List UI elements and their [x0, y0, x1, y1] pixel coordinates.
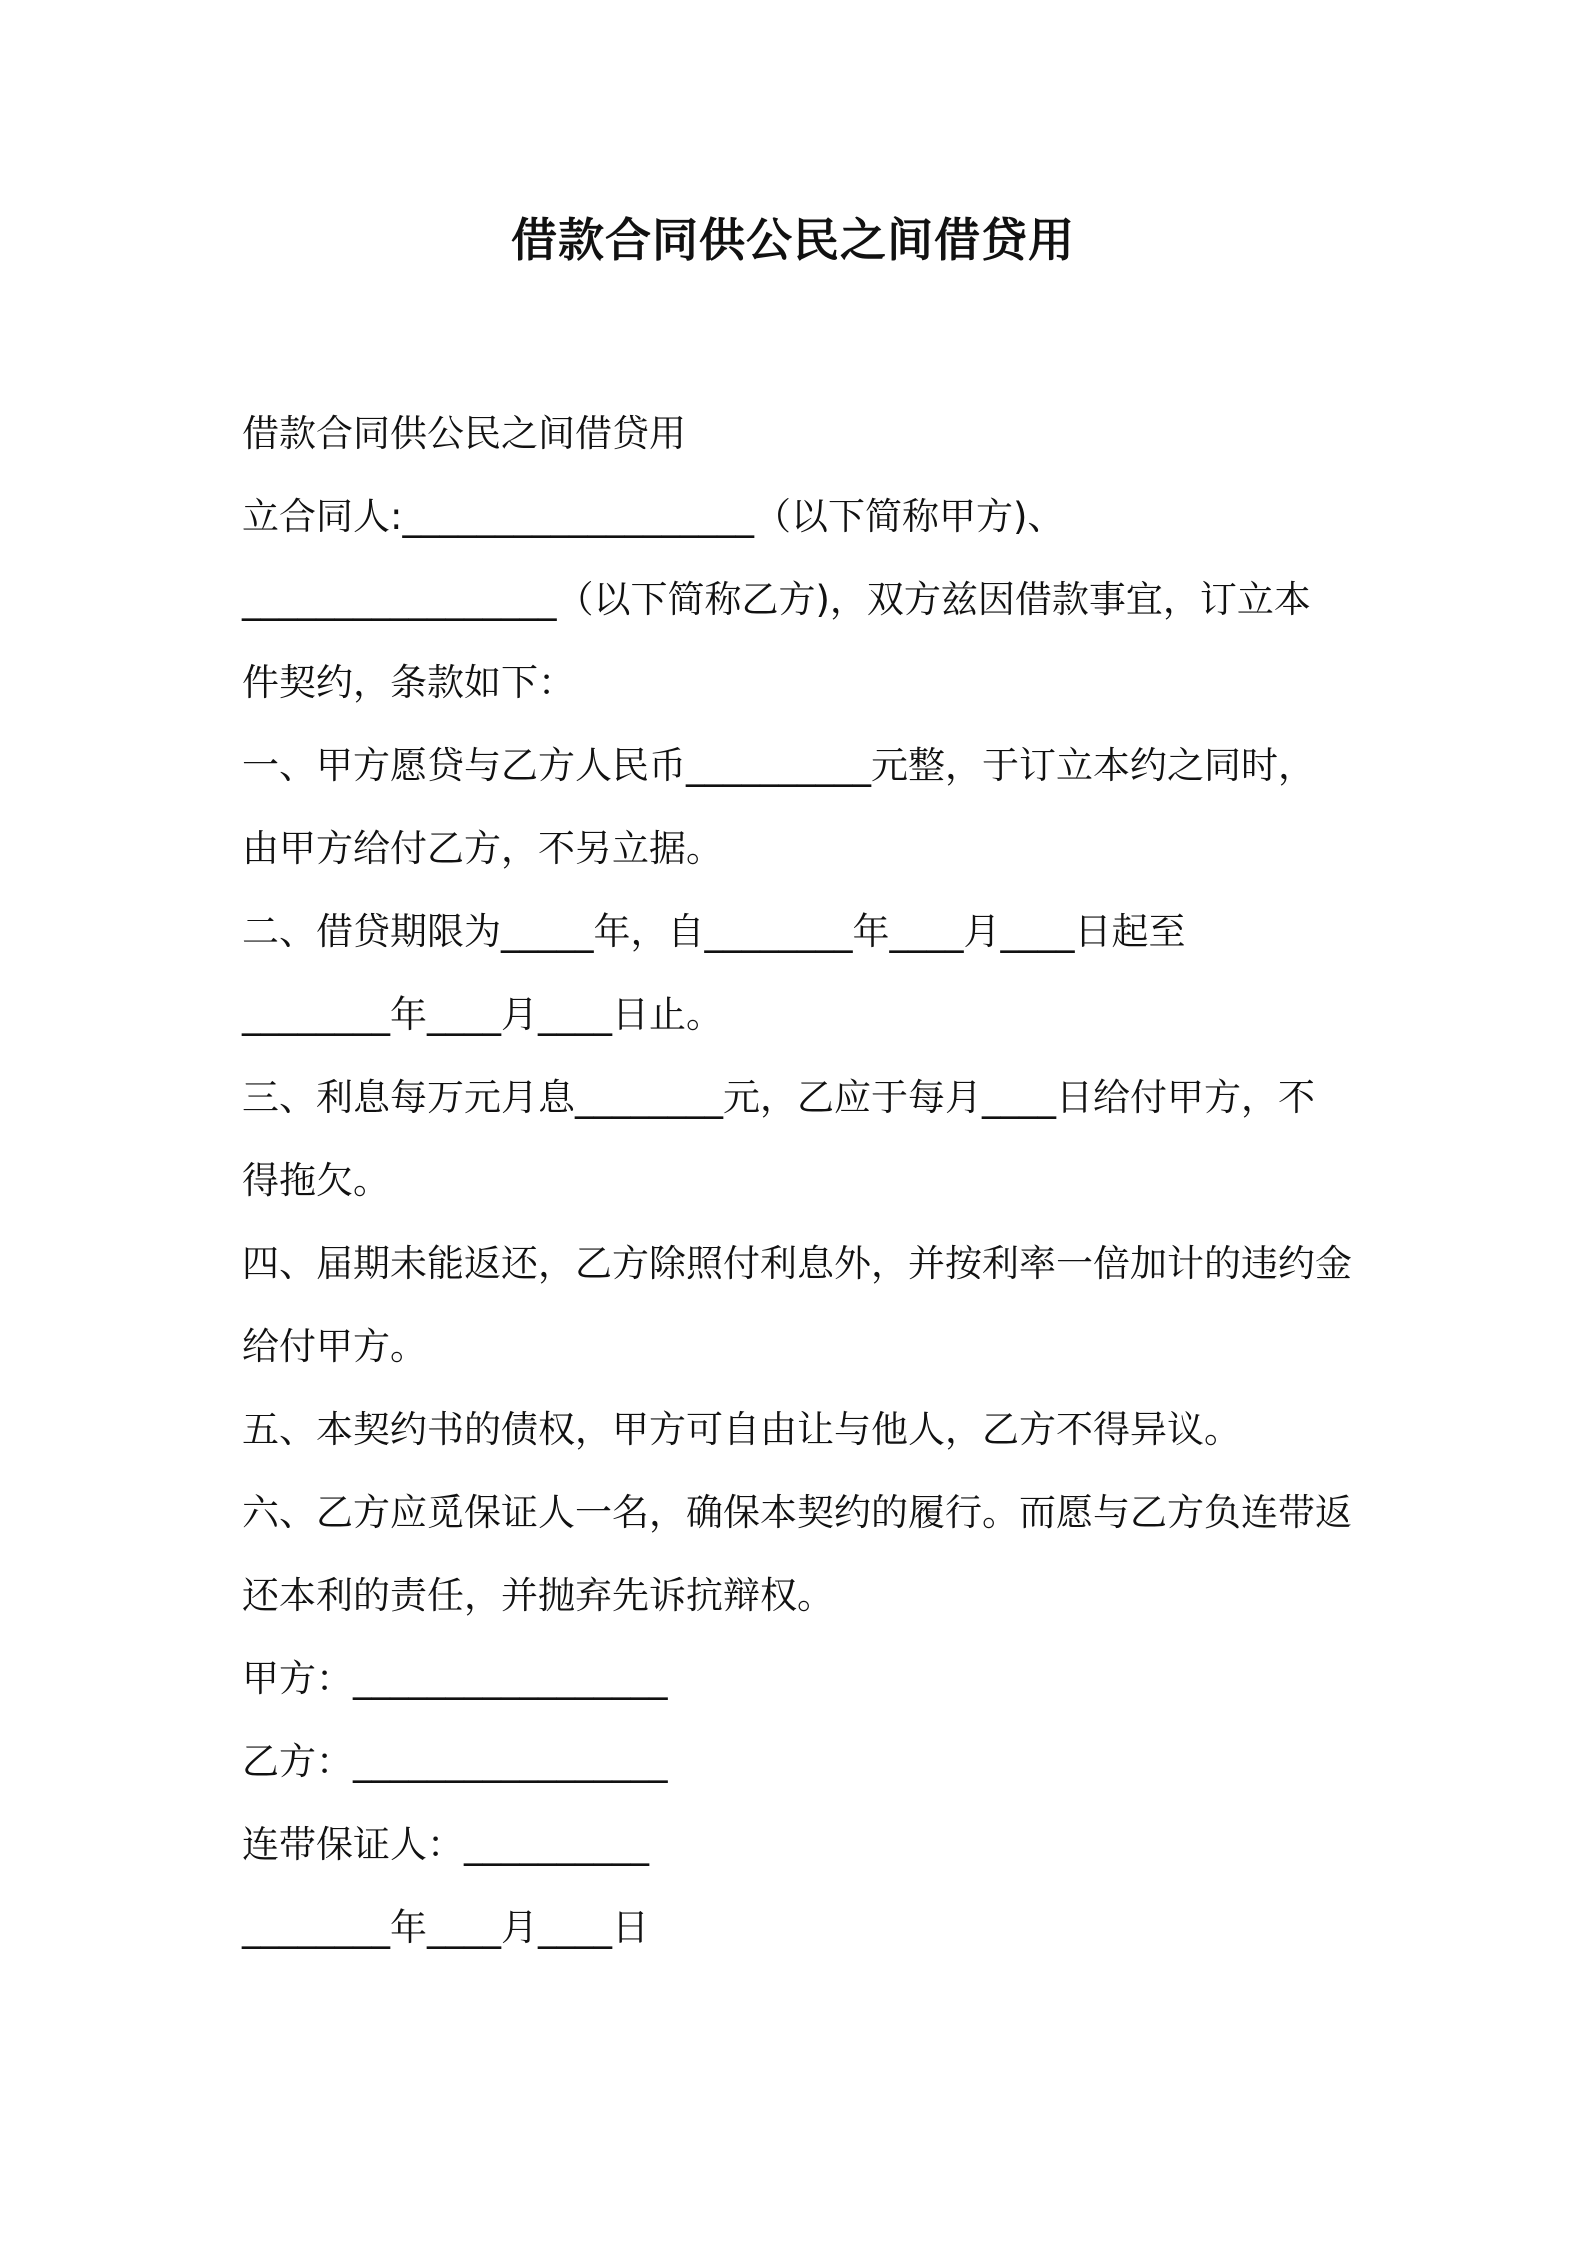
parties-line-2: _________________（以下简称乙方)，双方兹因借款事宜，订立本	[242, 578, 1311, 621]
document-body	[242, 402, 1362, 1979]
signature-guarantor: 连带保证人：__________	[242, 1823, 649, 1866]
clause-2-line-2: ________年____月____日止。	[242, 993, 723, 1036]
clause-4-line-2: 给付甲方。	[242, 1325, 427, 1368]
clause-4-line-1: 四、届期未能返还，乙方除照付利息外，并按利率一倍加计的违约金	[242, 1242, 1352, 1285]
clause-1-line-1: 一、甲方愿贷与乙方人民币__________元整，于订立本约之同时，	[242, 744, 1315, 787]
signature-date: ________年____月____日	[242, 1906, 649, 1949]
signature-party-a: 甲方：_________________	[242, 1657, 668, 1700]
clause-5-line: 五、本契约书的债权，甲方可自由让与他人，乙方不得异议。	[242, 1408, 1241, 1451]
clause-2-line-1: 二、借贷期限为_____年，自________年____月____日起至	[242, 910, 1186, 953]
signature-party-b: 乙方：_________________	[242, 1740, 668, 1783]
parties-line-3: 件契约，条款如下：	[242, 661, 575, 704]
parties-line-1: 立合同人:___________________（以下简称甲方)、	[242, 495, 1065, 538]
clause-1-line-2: 由甲方给付乙方，不另立据。	[242, 827, 723, 870]
clause-3-line-2: 得拖欠。	[242, 1159, 390, 1202]
clause-6-line-2: 还本利的责任，并抛弃先诉抗辩权。	[242, 1574, 834, 1617]
clause-6-line-1: 六、乙方应觅保证人一名，确保本契约的履行。而愿与乙方负连带返	[242, 1491, 1352, 1534]
subtitle-line: 借款合同供公民之间借贷用	[242, 412, 686, 455]
clause-3-line-1: 三、利息每万元月息________元，乙应于每月____日给付甲方，不	[242, 1076, 1315, 1119]
document-title: 借款合同供公民之间借贷用	[511, 213, 1075, 267]
